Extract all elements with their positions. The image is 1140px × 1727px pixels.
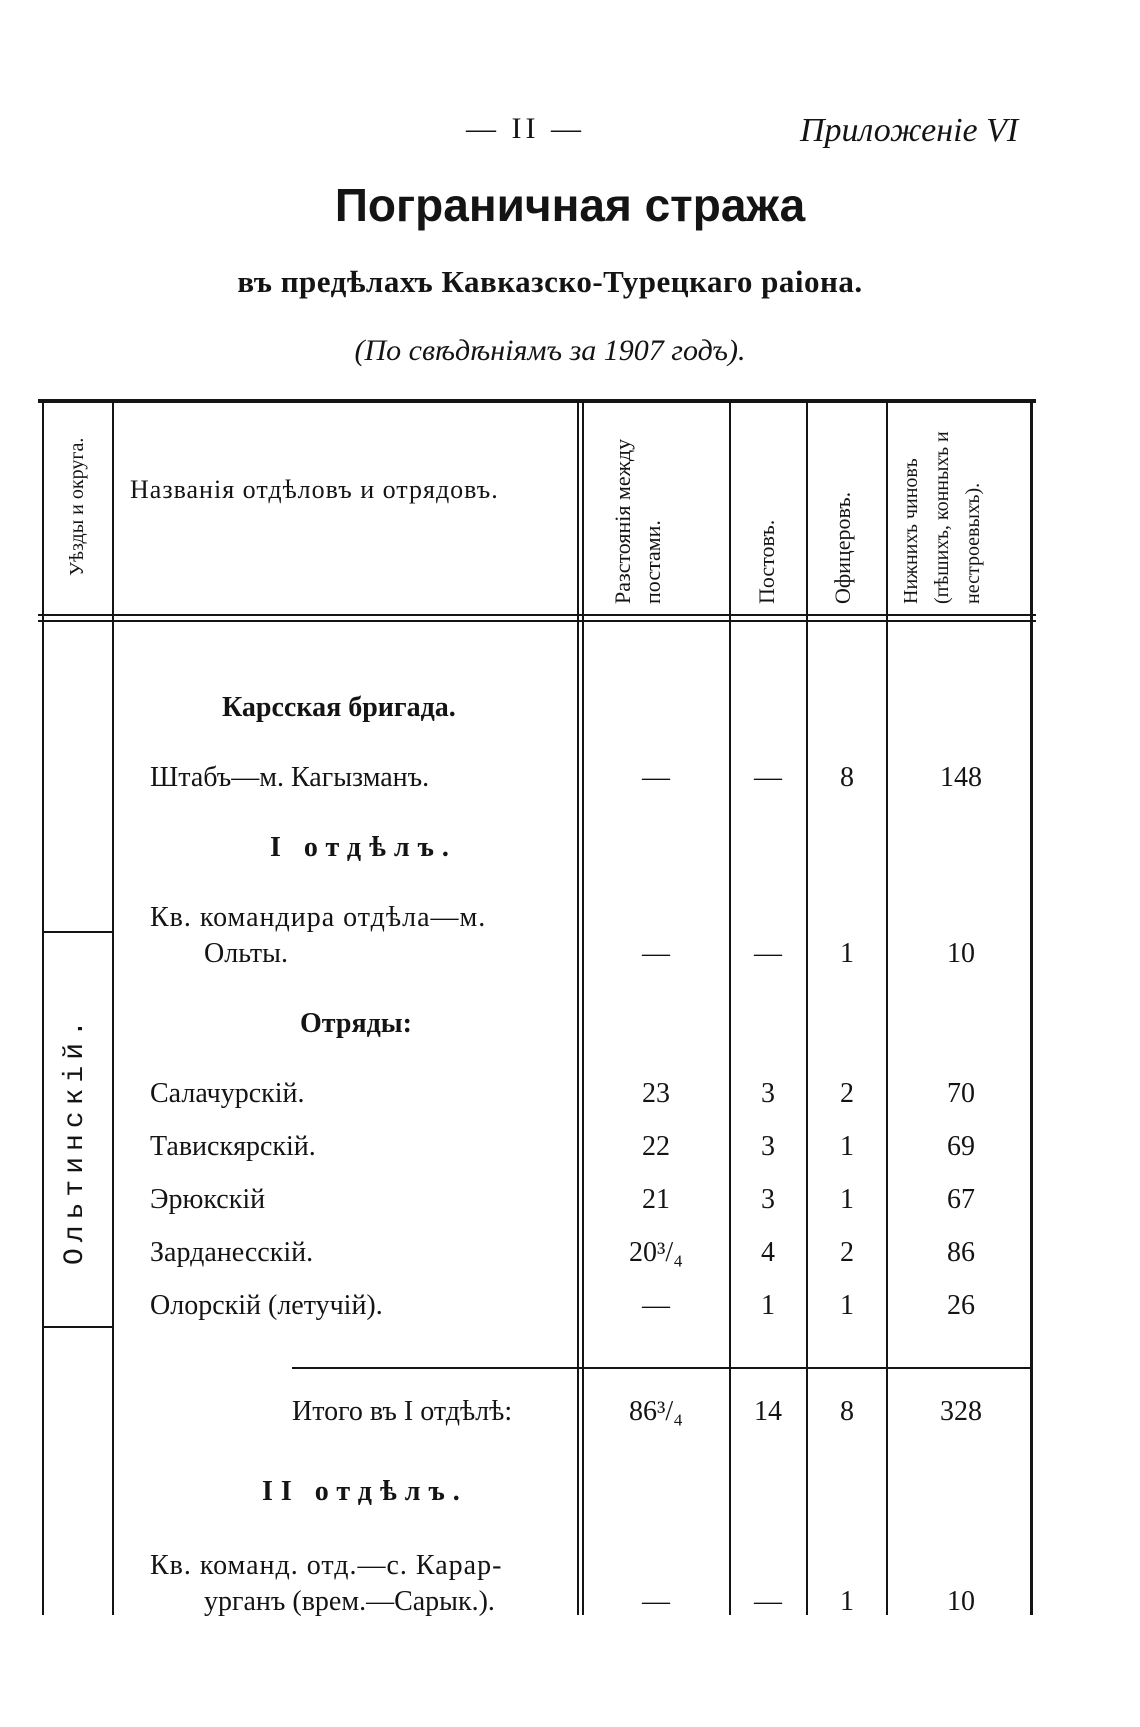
row-label: Зарданесскій. <box>150 1237 314 1268</box>
section-heading-1: I отдѣлъ. <box>270 832 457 863</box>
detachments-heading: Отряды: <box>300 1008 412 1039</box>
cell-posts: 3 <box>761 1078 775 1109</box>
cell-posts: 1 <box>761 1290 775 1321</box>
row-label: Эрюкскій <box>150 1184 266 1215</box>
row-label: Олорскій (летучій). <box>150 1290 383 1321</box>
total-label: Итого въ I отдѣлѣ: <box>292 1396 513 1427</box>
header-lower-ranks: Нижнихъ чиновъ (пѣшихъ, конныхъ и нестроевыхъ). <box>900 431 984 604</box>
row-label-continued: Ольты. <box>204 938 288 969</box>
source-note: (По свѣдѣніямъ за 1907 годъ). <box>354 334 746 367</box>
cell-posts: 14 <box>754 1396 782 1427</box>
cell-posts: — <box>754 938 782 969</box>
appendix-label: Приложеніе VI <box>800 112 1019 149</box>
col-divider-name-a <box>577 403 579 1615</box>
col-divider-officers <box>886 403 888 1615</box>
total-rule <box>292 1367 1032 1369</box>
header-district: Уѣзды и округа. <box>66 437 88 577</box>
cell-officers: 1 <box>840 1586 854 1617</box>
cell-officers: 1 <box>840 1131 854 1162</box>
cell-distance: 86³/₄ <box>629 1396 683 1427</box>
page-title: Пограничная стража <box>334 179 806 231</box>
district-label: Ольтинскій. <box>60 1014 91 1266</box>
page-subtitle: въ предѣлахъ Кавказско-Турецкаго раіона. <box>237 264 863 299</box>
cell-distance: 23 <box>642 1078 670 1109</box>
cell-officers: 1 <box>840 1184 854 1215</box>
cell-lower-ranks: 26 <box>947 1290 975 1321</box>
row-label: Тавискярскій. <box>150 1131 316 1162</box>
cell-lower-ranks: 328 <box>940 1396 982 1427</box>
cell-officers: 1 <box>840 938 854 969</box>
cell-posts: 3 <box>761 1184 775 1215</box>
cell-distance: — <box>642 762 670 793</box>
cell-posts: — <box>754 1586 782 1617</box>
cell-distance: — <box>642 1290 670 1321</box>
cell-officers: 2 <box>840 1078 854 1109</box>
col-divider-distance <box>729 403 731 1615</box>
cell-lower-ranks: 67 <box>947 1184 975 1215</box>
row-label-continued: урганъ (врем.—Сарык.). <box>204 1586 495 1617</box>
cell-officers: 8 <box>840 762 854 793</box>
district-bottom-rule <box>44 1326 112 1328</box>
row-label: Кв. команд. отд.—с. Карар- <box>150 1550 503 1581</box>
table-right-rule <box>1030 403 1033 1615</box>
cell-distance: 20³/₄ <box>629 1237 683 1268</box>
header-name: Названія отдѣловъ и отрядовъ. <box>130 475 499 504</box>
header-officers: Офицеровъ. <box>830 491 855 604</box>
cell-lower-ranks: 69 <box>947 1131 975 1162</box>
cell-distance: — <box>642 938 670 969</box>
district-top-rule <box>44 931 112 933</box>
cell-distance: — <box>642 1586 670 1617</box>
cell-lower-ranks: 10 <box>947 1586 975 1617</box>
cell-lower-ranks: 70 <box>947 1078 975 1109</box>
cell-posts: — <box>754 762 782 793</box>
cell-posts: 3 <box>761 1131 775 1162</box>
row-label: Кв. командира отдѣла—м. <box>150 902 487 933</box>
brigade-heading: Карсская бригада. <box>222 692 456 723</box>
col-divider-posts <box>806 403 808 1615</box>
cell-distance: 22 <box>642 1131 670 1162</box>
cell-officers: 2 <box>840 1237 854 1268</box>
cell-officers: 1 <box>840 1290 854 1321</box>
row-label: Штабъ—м. Кагызманъ. <box>150 762 430 793</box>
header-distance: Разстоянія между постами. <box>610 438 665 604</box>
section-heading-2: II отдѣлъ. <box>262 1476 468 1507</box>
table-left-rule <box>42 403 44 1615</box>
cell-posts: 4 <box>761 1237 775 1268</box>
cell-lower-ranks: 148 <box>940 762 982 793</box>
row-label: Салачурскій. <box>150 1078 305 1109</box>
cell-lower-ranks: 10 <box>947 938 975 969</box>
col-divider-district <box>112 403 114 1615</box>
cell-lower-ranks: 86 <box>947 1237 975 1268</box>
cell-officers: 8 <box>840 1396 854 1427</box>
cell-distance: 21 <box>642 1184 670 1215</box>
header-posts: Постовъ. <box>754 519 779 604</box>
col-divider-name-b <box>582 403 584 1615</box>
page-number: — II — <box>466 112 585 145</box>
